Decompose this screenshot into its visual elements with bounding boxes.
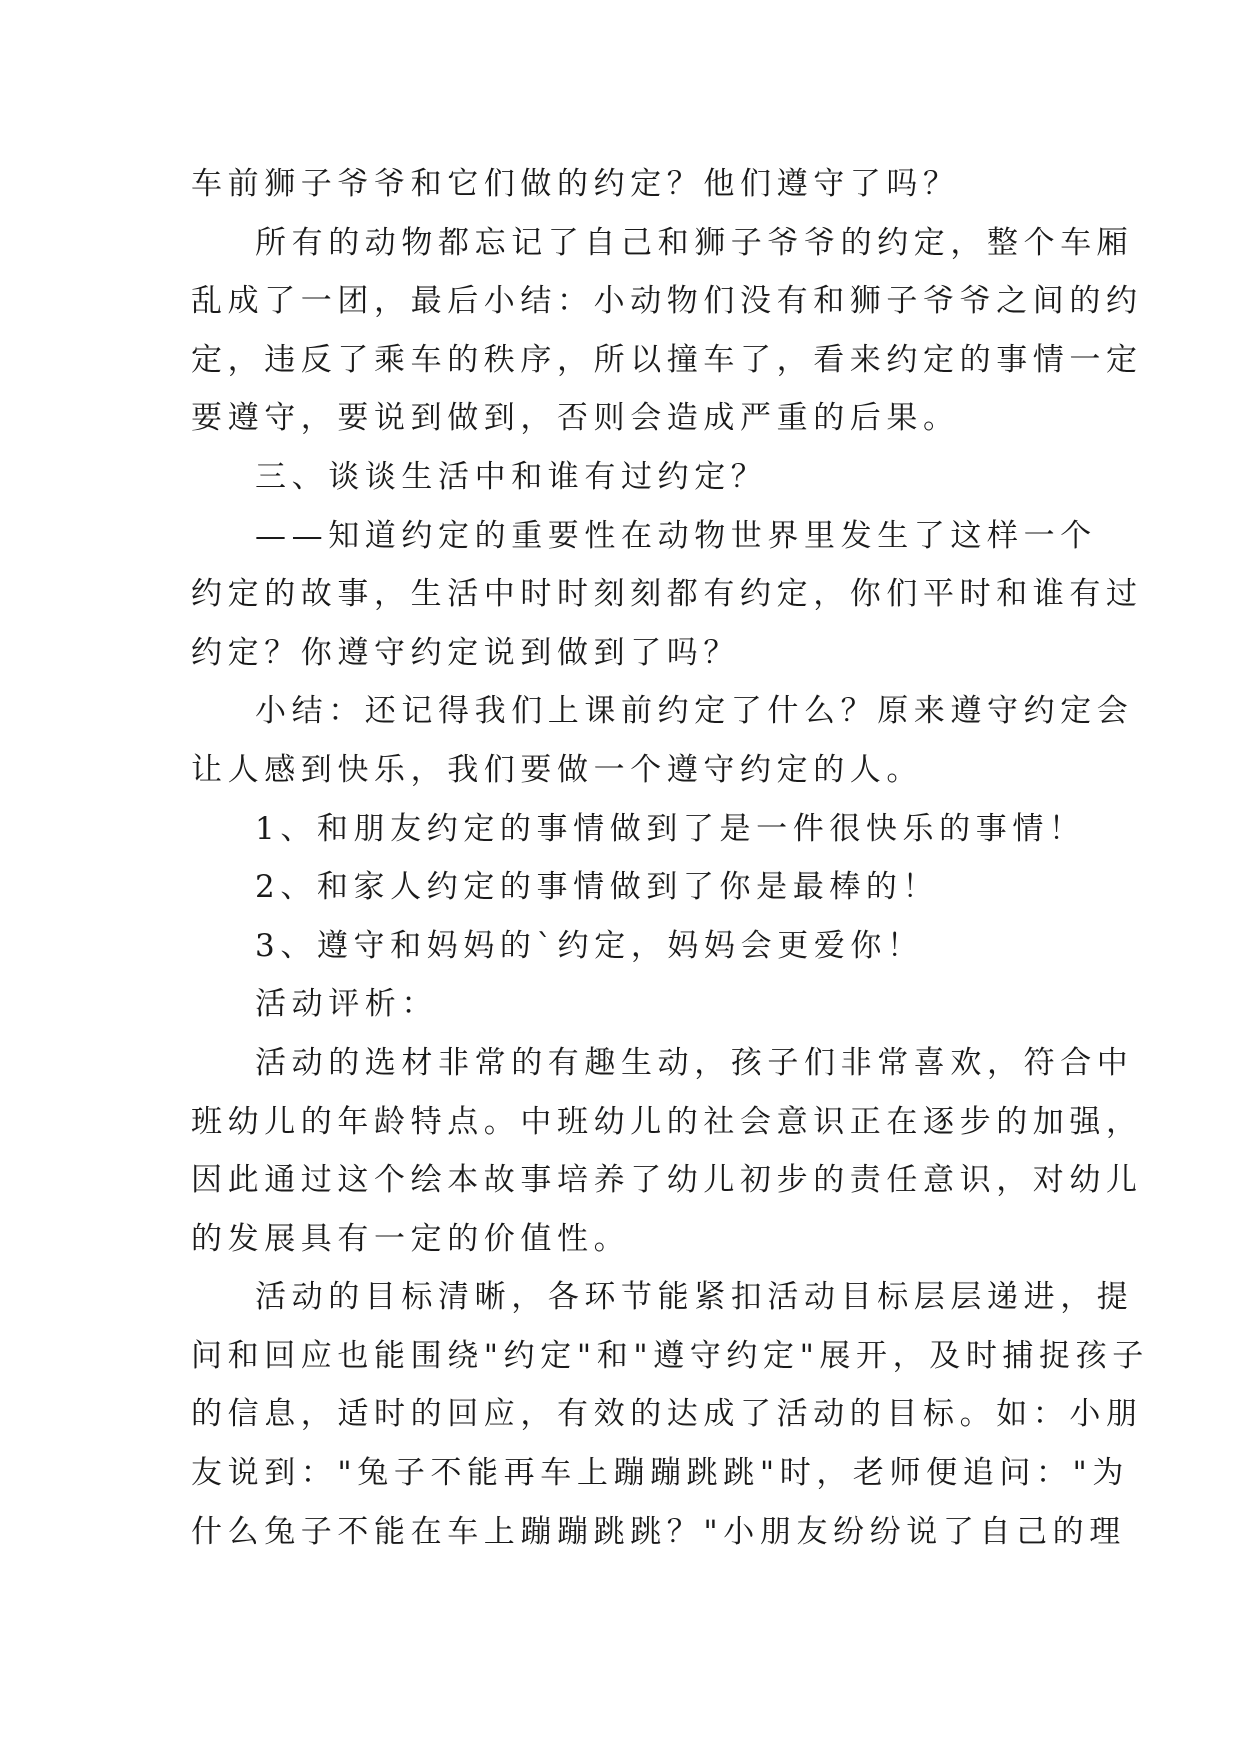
text-line: 活动的选材非常的有趣生动，孩子们非常喜欢，符合中 [255,1044,1134,1081]
text-line: 什么兔子不能在车上蹦蹦跳跳？"小朋友纷纷说了自己的理 [191,1513,1126,1550]
list-item: 1、和朋友约定的事情做到了是一件很快乐的事情！ [255,810,1086,847]
text-line: 车前狮子爷爷和它们做的约定？他们遵守了吗？ [191,166,960,202]
document-body [191,155,1149,1561]
section-heading: 活动评析： [255,986,438,1023]
text-line: 小结：还记得我们上课前约定了什么？原来遵守约定会 [255,693,1134,730]
text-line: 约定的故事，生活中时时刻刻都有约定，你们平时和谁有过 [191,576,1143,613]
text-line: 友说到："兔子不能再车上蹦蹦跳跳"时，老师便追问："为 [191,1455,1129,1492]
list-item: 3、遵守和妈妈的`约定，妈妈会更爱你！ [255,927,924,964]
text-line: 因此通过这个绘本故事培养了幼儿初步的责任意识，对幼儿 [191,1162,1143,1199]
text-line: 问和回应也能围绕"约定"和"遵守约定"展开，及时捕捉孩子 [191,1337,1149,1374]
text-line: 的信息，适时的回应，有效的达成了活动的目标。如：小朋 [191,1396,1143,1433]
text-line: 要遵守，要说到做到，否则会造成严重的后果。 [191,400,960,437]
text-line: ——知道约定的重要性在动物世界里发生了这样一个 [255,517,1097,554]
text-line: 的发展具有一定的价值性。 [191,1220,631,1257]
text-line: 让人感到快乐，我们要做一个遵守约定的人。 [191,751,923,788]
list-item: 2、和家人约定的事情做到了你是最棒的！ [255,869,940,906]
text-line: 乱成了一团，最后小结：小动物们没有和狮子爷爷之间的约 [191,283,1143,320]
text-line: 班幼儿的年龄特点。中班幼儿的社会意识正在逐步的加强， [191,1103,1143,1140]
text-line: 活动的目标清晰，各环节能紧扣活动目标层层递进，提 [255,1279,1134,1316]
text-line: 定，违反了乘车的秩序，所以撞车了，看来约定的事情一定 [191,341,1143,378]
text-line: 约定？你遵守约定说到做到了吗？ [191,634,740,671]
section-heading: 三、谈谈生活中和谁有过约定？ [255,458,768,495]
text-line: 所有的动物都忘记了自己和狮子爷爷的约定，整个车厢 [255,224,1134,261]
